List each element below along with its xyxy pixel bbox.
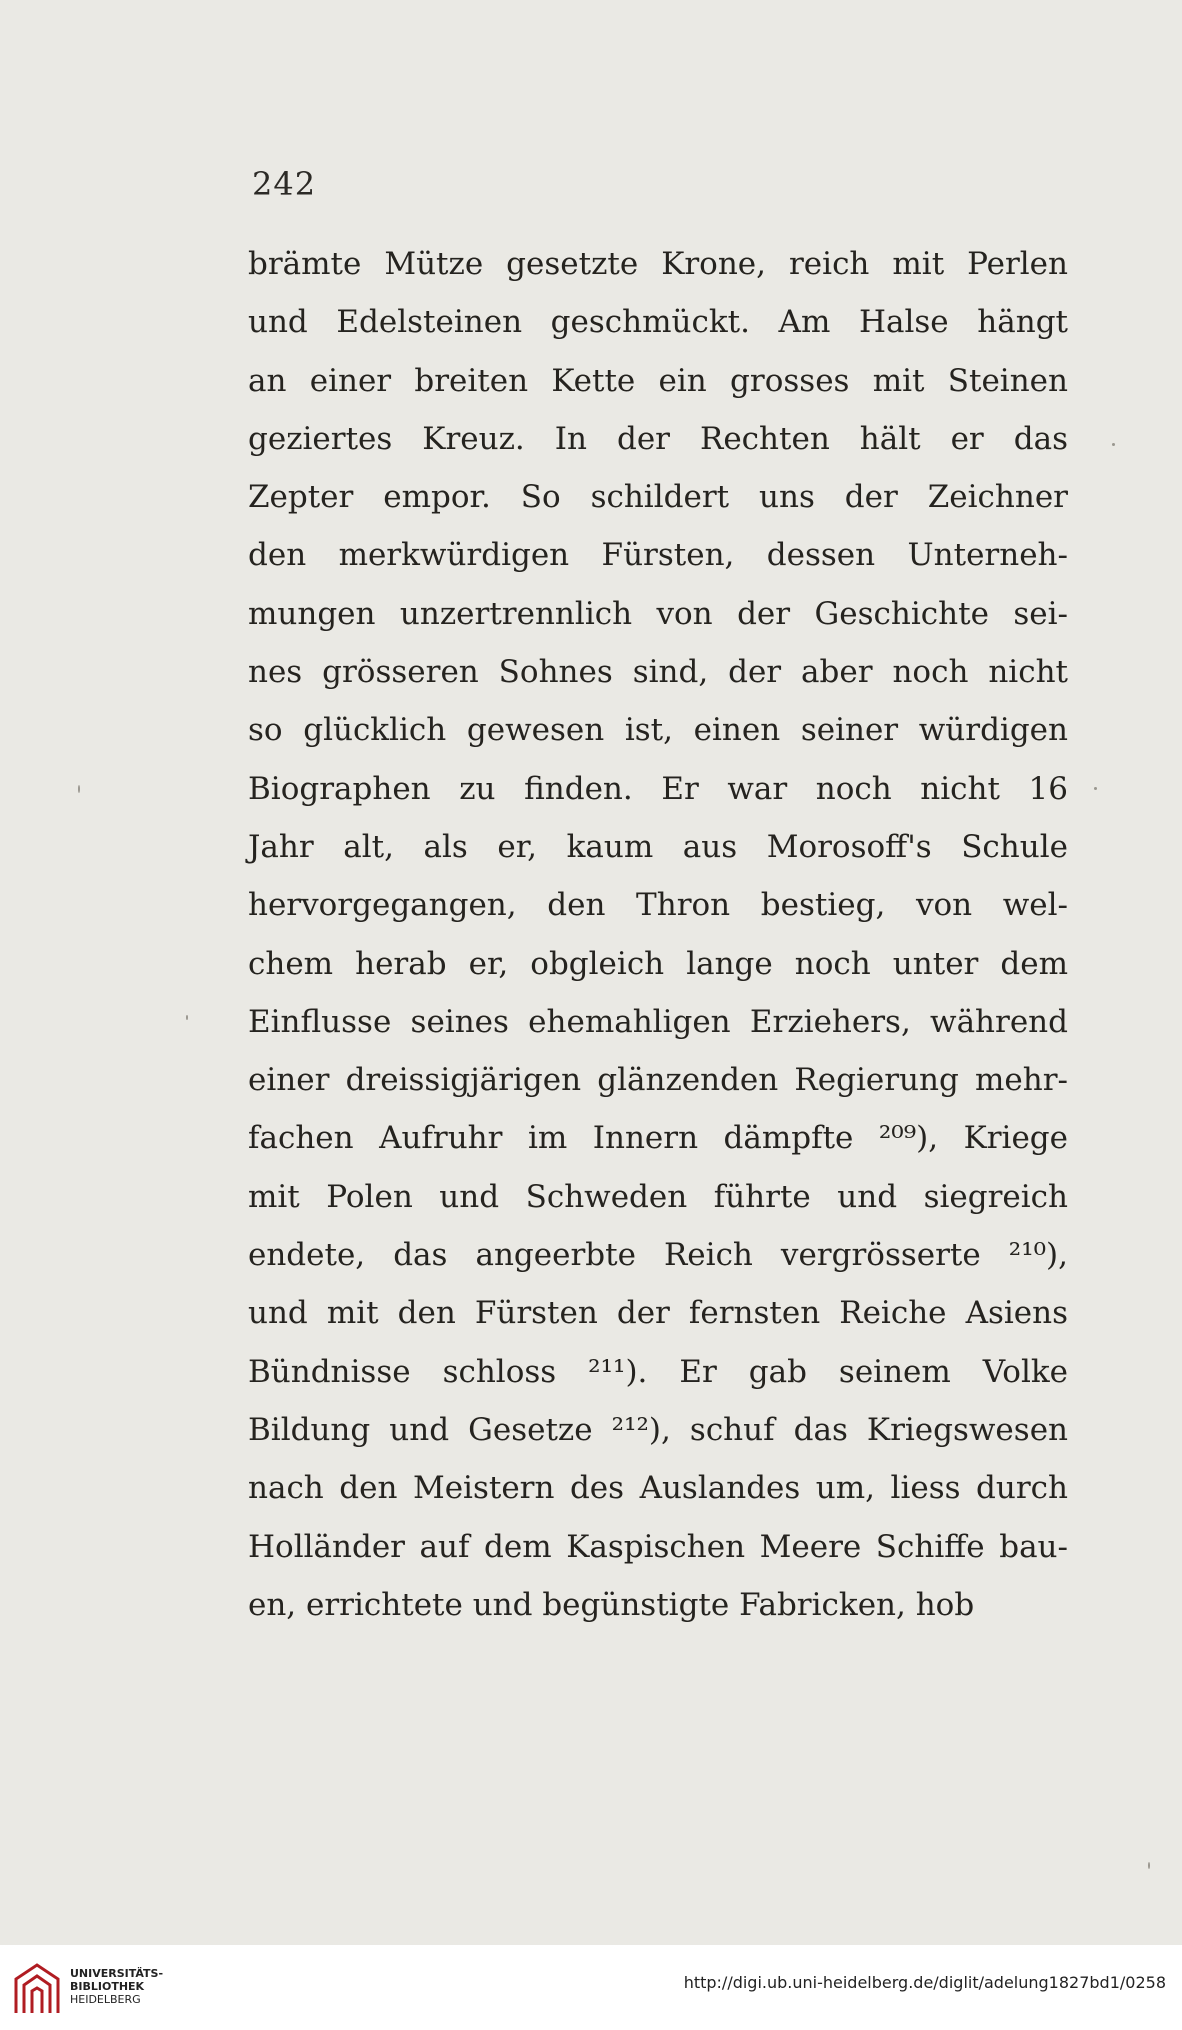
- text-line: Jahr alt, als er, kaum aus Morosoff's Schule: [248, 828, 1068, 865]
- text-line: einer dreissigjärigen glänzenden Regierung mehr-: [248, 1062, 1068, 1099]
- page-number: 242: [252, 165, 317, 203]
- text-line: mungen unzertrennlich von der Geschichte sei-: [248, 595, 1068, 632]
- text-line: en, errichtete und begünstigte Fabricken, hob: [248, 1586, 975, 1623]
- library-name-line: BIBLIOTHEK: [70, 1980, 145, 1993]
- paper-speck: [1112, 443, 1115, 446]
- text-line: nach den Meistern des Auslandes um, liess durch: [248, 1470, 1068, 1507]
- text-line: Zepter empor. So schildert uns der Zeichner: [248, 479, 1068, 516]
- text-line: so glücklich gewesen ist, einen seiner würdigen: [248, 712, 1068, 749]
- text-line: fachen Aufruhr im Innern dämpfte ²⁰⁹), Kriege: [248, 1120, 1068, 1157]
- text-line: hervorgegangen, den Thron bestieg, von wel-: [248, 887, 1068, 924]
- text-line: chem herab er, obgleich lange noch unter dem: [248, 945, 1068, 982]
- library-name-line: HEIDELBERG: [70, 1993, 141, 2006]
- library-name: [70, 1967, 163, 2006]
- text-line: Holländer auf dem Kaspischen Meere Schiffe bau-: [248, 1528, 1068, 1565]
- text-line: endete, das angeerbte Reich vergrösserte ²¹⁰),: [248, 1237, 1068, 1274]
- text-line: und Edelsteinen geschmückt. Am Halse hängt: [248, 304, 1068, 341]
- text-line: und mit den Fürsten der fernsten Reiche Asiens: [248, 1295, 1068, 1332]
- library-name-line: UNIVERSITÄTS-: [70, 1967, 164, 1980]
- text-line: nes grösseren Sohnes sind, der aber noch nicht: [248, 654, 1068, 691]
- paper-speck: [186, 1015, 188, 1020]
- library-seal-icon: [12, 1961, 62, 2019]
- text-line: den merkwürdigen Fürsten, dessen Unterneh-: [248, 537, 1068, 574]
- text-line: Einflusse seines ehemahligen Erziehers, während: [248, 1003, 1068, 1040]
- text-line: Bündnisse schloss ²¹¹). Er gab seinem Volke: [248, 1353, 1068, 1390]
- source-url[interactable]: http://digi.ub.uni-heidelberg.de/diglit/adelung1827bd1/0258: [683, 1973, 1166, 1992]
- text-line: Biographen zu finden. Er war noch nicht 16: [248, 770, 1068, 807]
- text-line: geziertes Kreuz. In der Rechten hält er das: [248, 420, 1068, 457]
- paper-speck: [1094, 787, 1097, 790]
- paper-speck: [1148, 1862, 1150, 1869]
- paper-speck: [78, 785, 80, 793]
- text-line: brämte Mütze gesetzte Krone, reich mit Perlen: [248, 246, 1068, 282]
- text-line: an einer breiten Kette ein grosses mit Steinen: [248, 362, 1068, 399]
- text-line: Bildung und Gesetze ²¹²), schuf das Kriegswesen: [248, 1411, 1068, 1448]
- body-text: [248, 235, 1068, 1634]
- text-line: mit Polen und Schweden führte und siegreich: [248, 1178, 1068, 1215]
- library-footer: [0, 1945, 1182, 2030]
